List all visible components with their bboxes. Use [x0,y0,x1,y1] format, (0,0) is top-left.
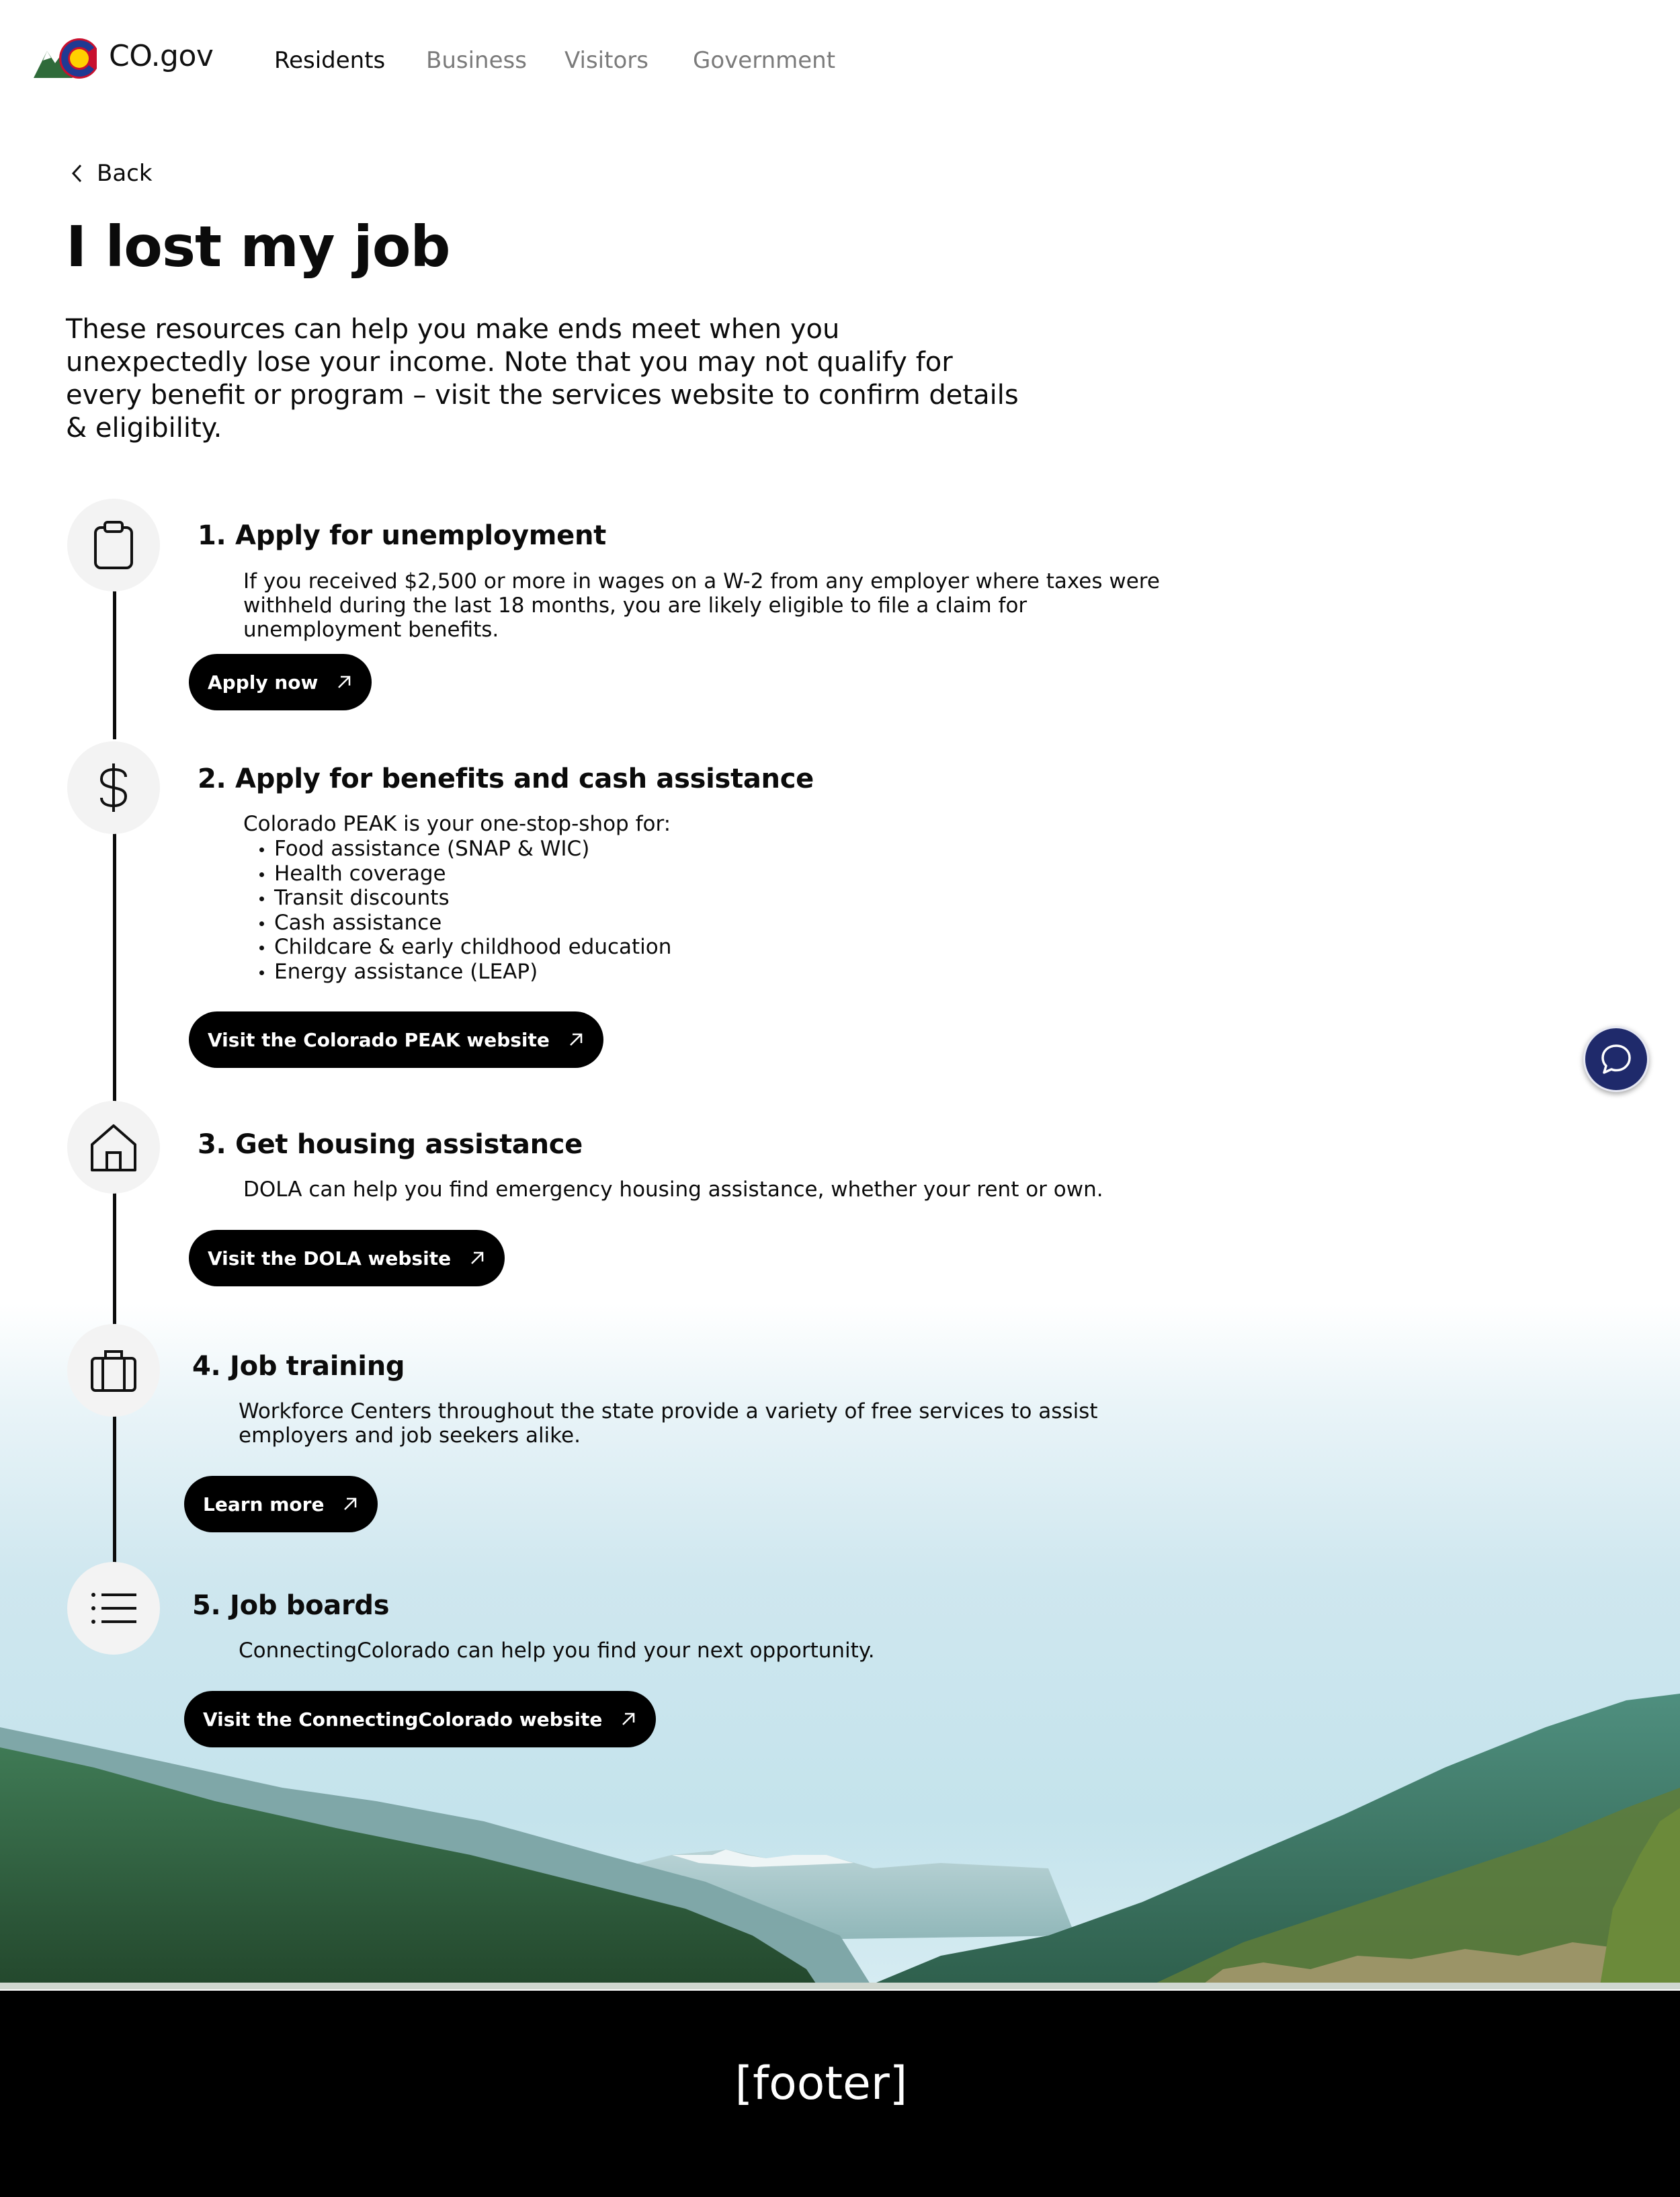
colorado-logo-icon[interactable] [32,34,97,83]
step-1-title: 1. Apply for unemployment [198,520,606,551]
list-item: Health coverage [243,862,1117,886]
visit-connectingcolorado-button[interactable] [184,1691,656,1747]
list-item: Food assistance (SNAP & WIC) [243,837,1117,862]
visit-dola-label: Visit the DOLA website [208,1247,452,1270]
chat-bubble-icon [1599,1042,1634,1077]
clipboard-icon [87,518,140,572]
nav-business[interactable]: Business [426,47,527,74]
timeline-connector [113,591,116,739]
nav-residents[interactable]: Residents [274,47,386,74]
list-icon [87,1581,140,1635]
step-1-description: If you received $2,500 or more in wages on a W-2 from any employer where taxes were withheld during the last 18 months, you are likely eligible to file a claim for unemployment benefits. [243,569,1160,642]
external-arrow-icon [341,1495,359,1513]
visit-peak-button[interactable] [189,1011,603,1068]
visit-peak-label: Visit the Colorado PEAK website [208,1028,550,1051]
external-arrow-icon [468,1249,486,1267]
step-5-icon-circle [67,1562,160,1655]
step-3-description: DOLA can help you find emergency housing assistance, whether your rent or own. [243,1177,1103,1202]
list-item: Cash assistance [243,911,1117,936]
site-header [0,0,1680,121]
site-logo-text[interactable]: CO.gov [109,39,214,73]
step-4-icon-circle [67,1324,160,1417]
step-2-icon-circle [67,741,160,834]
chat-button[interactable] [1583,1026,1649,1092]
step-5-description: ConnectingColorado can help you find your next opportunity. [239,1639,875,1663]
back-link[interactable] [70,160,153,187]
step-1-icon-circle [67,499,160,591]
footer-placeholder: [footer] [734,2057,908,2110]
site-footer [0,1991,1680,2197]
timeline-connector [113,833,116,1102]
step-3-icon-circle [67,1101,160,1194]
list-item: Transit discounts [243,886,1117,911]
learn-more-label: Learn more [203,1493,325,1516]
apply-now-label: Apply now [208,671,319,694]
step-3-title: 3. Get housing assistance [198,1129,583,1160]
external-arrow-icon [335,673,353,691]
step-5-title: 5. Job boards [192,1590,390,1621]
nav-visitors[interactable]: Visitors [564,47,648,74]
nav-government[interactable]: Government [693,47,836,74]
list-item: Childcare & early childhood education [243,935,1117,960]
visit-connectingcolorado-label: Visit the ConnectingColorado website [203,1708,603,1731]
benefits-list [243,837,1117,984]
visit-dola-button[interactable] [189,1230,505,1286]
dollar-icon [87,761,140,815]
step-2-title: 2. Apply for benefits and cash assistance [198,763,814,794]
learn-more-button[interactable] [184,1476,378,1532]
briefcase-icon [87,1343,140,1397]
list-item: Energy assistance (LEAP) [243,960,1117,985]
external-arrow-icon [620,1710,637,1728]
external-arrow-icon [567,1031,585,1048]
page-intro: These resources can help you make ends meet when you unexpectedly lose your income. Note that you may not qualify for every benefit or program – visit the services website to confirm details & eligibility. [66,314,1019,444]
timeline-connector [113,1193,116,1324]
timeline-connector [113,1415,116,1566]
page-title: I lost my job [66,214,450,280]
step-4-title: 4. Job training [192,1351,405,1382]
back-label: Back [97,160,153,187]
chevron-left-icon [70,163,83,183]
apply-now-button[interactable] [189,654,372,710]
step-2-description: Colorado PEAK is your one-stop-shop for: [243,812,671,836]
house-icon [87,1120,140,1174]
step-4-description: Workforce Centers throughout the state provide a variety of free services to assist employers and job seekers alike. [239,1399,1098,1448]
